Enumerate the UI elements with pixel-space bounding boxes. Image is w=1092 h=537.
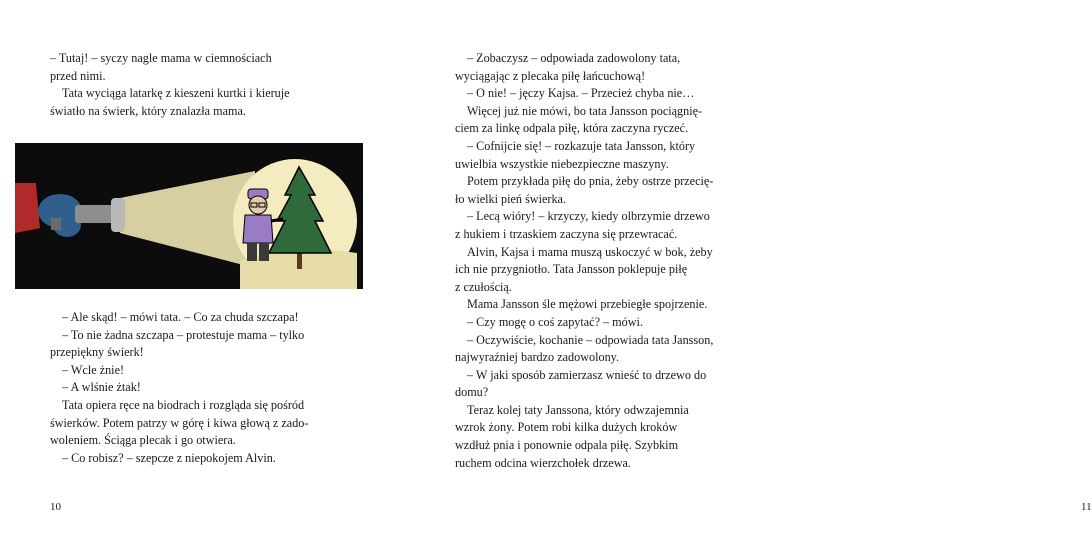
paragraph-line: wyciągając z plecaka piłę łańcuchową! (455, 68, 646, 83)
paragraph-line: wzrok żony. Potem robi kilka dużych kroków (455, 420, 678, 435)
paragraph-line: Alvin, Kajsa i mama muszą uskoczyć w bok, żeby (467, 244, 713, 259)
left-bottom-text (50, 309, 308, 467)
paragraph-line: z hukiem i trzaskiem zaczyna się przewracać. (455, 226, 678, 241)
paragraph-line: woleniem. Ściąga plecak i go otwiera. (50, 433, 236, 448)
paragraph-line: – Co robisz? – szepcze z niepokojem Alvin. (62, 450, 276, 465)
flashlight-illustration (15, 143, 363, 289)
paragraph-line: Tata wyciąga latarkę z kieszeni kurtki i kieruje (62, 86, 290, 101)
flashlight-scene (15, 143, 363, 289)
paragraph-line: – A wlśnie żtak! (62, 380, 141, 395)
paragraph-line: uwielbia wszystkie niebezpieczne maszyny. (455, 156, 669, 171)
paragraph-line: – To nie żadna szczapa – protestuje mama – tylko (62, 327, 305, 342)
paragraph-line: najwyraźniej bardzo zadowolony. (455, 350, 620, 365)
right-page (380, 0, 1092, 537)
paragraph-line: świerków. Potem patrzy w górę i kiwa głową z zado- (50, 415, 309, 430)
paragraph-line: ło wielki pień świerka. (455, 191, 567, 206)
paragraph-line: światło na świerk, który znalazła mama. (50, 103, 246, 118)
paragraph-line: – W jaki sposób zamierzasz wnieść to drzewo do (467, 367, 707, 382)
paragraph-line: ciem za linkę odpala piłę, która zaczyna ryczeć. (455, 121, 689, 136)
paragraph-line: – Wcle żnie! (62, 362, 125, 377)
paragraph-line: ruchem odcina wierzchołek drzewa. (455, 455, 631, 470)
left-top-text (50, 50, 290, 120)
page-number: 11 (1081, 501, 1092, 513)
paragraph-line: – Czy mogę o coś zapytać? – mówi. (467, 314, 643, 329)
paragraph-line: – Ale skąd! – mówi tata. – Co za chuda szczapa! (62, 310, 299, 324)
paragraph-line: – Cofnijcie się! – rozkazuje tata Jansson, który (467, 138, 696, 153)
paragraph-line: – O nie! – jęczy Kajsa. – Przecież chyba nie… (467, 86, 695, 101)
paragraph-line: wzdłuż pnia i ponownie odpala piłę. Szybkim (455, 438, 679, 453)
left-page (0, 0, 380, 537)
paragraph-line: przed nimi. (50, 68, 106, 83)
page-number: 10 (50, 501, 61, 513)
right-text (455, 50, 713, 472)
paragraph-line: Potem przykłada piłę do pnia, żeby ostrze przecię- (467, 174, 714, 189)
paragraph-line: przepiękny świerk! (50, 345, 144, 360)
flashlight-body (75, 205, 115, 223)
paragraph-line: Tata opiera ręce na biodrach i rozgląda się pośród (62, 397, 305, 412)
paragraph-line: – Lecą wióry! – krzyczy, kiedy olbrzymie drzewo (467, 209, 710, 224)
paragraph-line: Więcej już nie mówi, bo tata Jansson pociągnię- (467, 103, 703, 118)
paragraph-line: Mama Jansson śle mężowi przebiegłe spojrzenie. (467, 297, 708, 312)
paragraph-line: – Oczywiście, kochanie – odpowiada tata Jansson, (467, 332, 714, 347)
paragraph-line: – Tutaj! – syczy nagle mama w ciemnościach (50, 51, 272, 65)
paragraph-line: z czułością. (455, 279, 512, 294)
paragraph-line: ich nie przygniotło. Tata Jansson poklepuje piłę (455, 262, 688, 277)
paragraph-line: – Zobaczysz – odpowiada zadowolony tata, (467, 51, 681, 65)
paragraph-line: Teraz kolej taty Janssona, który odwzajemnia (467, 402, 689, 417)
paragraph-line: domu? (455, 385, 489, 400)
